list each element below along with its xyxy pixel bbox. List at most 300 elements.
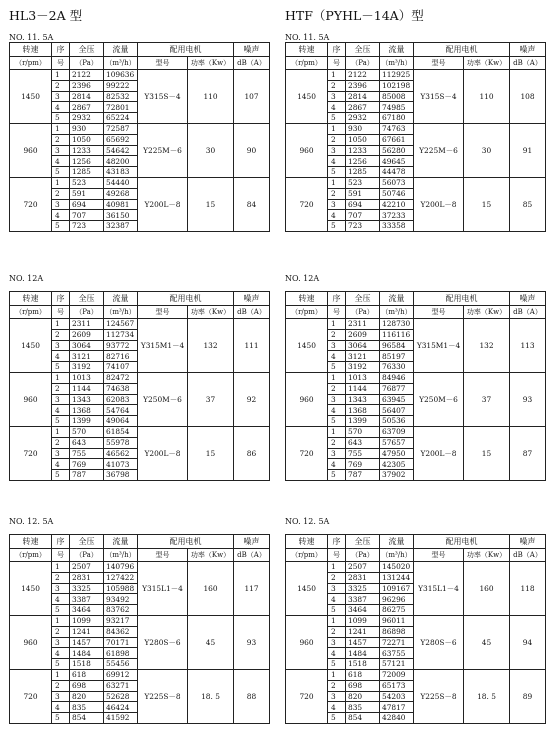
flow-cell: 85197 xyxy=(380,351,414,362)
flow-cell: 145020 xyxy=(380,562,414,573)
unit-noise: dB（A） xyxy=(510,57,546,70)
seq-cell: 1 xyxy=(52,562,70,573)
flow-cell: 86275 xyxy=(380,605,414,616)
pressure-cell: 1013 xyxy=(70,372,104,383)
seq-cell: 3 xyxy=(328,637,346,648)
flow-cell: 63709 xyxy=(380,426,414,437)
flow-cell: 63945 xyxy=(380,394,414,405)
seq-cell: 5 xyxy=(328,221,346,232)
seq-cell: 5 xyxy=(52,659,70,670)
pressure-cell: 2814 xyxy=(70,91,104,102)
header-pressure: 全压 xyxy=(70,292,104,306)
table-row xyxy=(286,123,546,134)
header-power: 功率（Kw） xyxy=(464,306,510,319)
seq-cell: 5 xyxy=(328,113,346,124)
seq-cell: 3 xyxy=(328,691,346,702)
unit-noise: dB（A） xyxy=(510,549,546,562)
pressure-cell: 1399 xyxy=(346,416,380,427)
seq-cell: 3 xyxy=(328,145,346,156)
flow-cell: 124567 xyxy=(104,319,138,330)
seq-cell: 5 xyxy=(328,470,346,481)
header-model: 型号 xyxy=(138,306,188,319)
header-power: 功率（Kw） xyxy=(188,306,234,319)
pressure-cell: 1256 xyxy=(346,156,380,167)
seq-cell: 4 xyxy=(328,405,346,416)
noise-cell: 90 xyxy=(234,123,270,177)
pressure-cell: 2609 xyxy=(70,329,104,340)
pressure-cell: 3464 xyxy=(70,605,104,616)
flow-cell: 54440 xyxy=(104,177,138,188)
motor-power-cell: 18. 5 xyxy=(188,669,234,723)
flow-cell: 62083 xyxy=(104,394,138,405)
unit-flow: （m³/h） xyxy=(104,549,138,562)
pressure-cell: 3325 xyxy=(70,583,104,594)
pressure-cell: 707 xyxy=(346,210,380,221)
seq-cell: 2 xyxy=(328,134,346,145)
seq-cell: 4 xyxy=(328,351,346,362)
header-model: 型号 xyxy=(414,549,464,562)
flow-cell: 96584 xyxy=(380,340,414,351)
noise-cell: 93 xyxy=(234,615,270,669)
header-row xyxy=(286,43,546,57)
pressure-cell: 1518 xyxy=(346,659,380,670)
header-flow: 流量 xyxy=(104,43,138,57)
motor-power-cell: 18. 5 xyxy=(464,669,510,723)
seq-cell: 1 xyxy=(328,123,346,134)
flow-cell: 49268 xyxy=(104,188,138,199)
flow-cell: 57657 xyxy=(380,437,414,448)
seq-cell: 1 xyxy=(328,372,346,383)
pressure-cell: 1233 xyxy=(346,145,380,156)
speed-cell: 960 xyxy=(10,123,52,177)
header-model: 型号 xyxy=(414,57,464,70)
speed-cell: 960 xyxy=(10,615,52,669)
flow-cell: 42840 xyxy=(380,713,414,724)
motor-model-cell: Y280S－6 xyxy=(138,615,188,669)
header-seq: 序 xyxy=(328,292,346,306)
seq-cell: 1 xyxy=(328,669,346,680)
seq-cell: 1 xyxy=(328,615,346,626)
motor-power-cell: 15 xyxy=(464,177,510,231)
seq-cell: 5 xyxy=(328,659,346,670)
pressure-cell: 523 xyxy=(70,177,104,188)
pressure-cell: 523 xyxy=(346,177,380,188)
seq-cell: 2 xyxy=(52,383,70,394)
flow-cell: 116116 xyxy=(380,329,414,340)
pressure-cell: 1285 xyxy=(346,167,380,178)
header-units-row xyxy=(10,549,270,562)
flow-cell: 112734 xyxy=(104,329,138,340)
pressure-cell: 723 xyxy=(346,221,380,232)
seq-cell: 2 xyxy=(52,680,70,691)
noise-cell: 92 xyxy=(234,372,270,426)
noise-cell: 93 xyxy=(510,372,546,426)
flow-cell: 83762 xyxy=(104,605,138,616)
pressure-cell: 3121 xyxy=(70,351,104,362)
pressure-cell: 1484 xyxy=(346,648,380,659)
header-motor: 配用电机 xyxy=(138,292,234,306)
header-units-row xyxy=(10,57,270,70)
flow-cell: 93492 xyxy=(104,594,138,605)
unit-pressure: （Pa） xyxy=(346,549,380,562)
header-seq: 序 xyxy=(328,535,346,549)
seq-cell: 5 xyxy=(328,167,346,178)
pressure-cell: 1457 xyxy=(70,637,104,648)
motor-model-cell: Y200L－8 xyxy=(138,177,188,231)
flow-cell: 32387 xyxy=(104,221,138,232)
seq-cell: 2 xyxy=(52,572,70,583)
flow-cell: 55978 xyxy=(104,437,138,448)
seq-cell: 3 xyxy=(52,448,70,459)
speed-cell: 720 xyxy=(286,177,328,231)
seq-cell: 3 xyxy=(52,691,70,702)
header-units-row xyxy=(10,306,270,319)
flow-cell: 37902 xyxy=(380,470,414,481)
header-pressure: 全压 xyxy=(70,535,104,549)
pressure-cell: 570 xyxy=(70,426,104,437)
speed-cell: 960 xyxy=(10,372,52,426)
pressure-cell: 2507 xyxy=(346,562,380,573)
pressure-cell: 1368 xyxy=(346,405,380,416)
table-title: HTF（PYHL－14A）型 xyxy=(285,8,424,23)
seq-cell: 1 xyxy=(52,669,70,680)
pressure-cell: 787 xyxy=(70,470,104,481)
unit-speed: （r/pm） xyxy=(10,57,52,70)
flow-cell: 74638 xyxy=(104,383,138,394)
table-row xyxy=(10,372,270,383)
pressure-cell: 3192 xyxy=(346,362,380,373)
flow-cell: 37233 xyxy=(380,210,414,221)
table-row xyxy=(10,123,270,134)
table-row xyxy=(286,615,546,626)
pressure-cell: 1099 xyxy=(70,615,104,626)
pressure-cell: 930 xyxy=(346,123,380,134)
header-noise: 噪声 xyxy=(510,43,546,57)
flow-cell: 105988 xyxy=(104,583,138,594)
speed-cell: 1450 xyxy=(10,70,52,124)
pressure-cell: 723 xyxy=(70,221,104,232)
pressure-cell: 570 xyxy=(346,426,380,437)
pressure-cell: 3192 xyxy=(70,362,104,373)
flow-cell: 44478 xyxy=(380,167,414,178)
flow-cell: 127422 xyxy=(104,572,138,583)
flow-cell: 46562 xyxy=(104,448,138,459)
seq-cell: 4 xyxy=(52,210,70,221)
flow-cell: 36150 xyxy=(104,210,138,221)
pressure-cell: 1241 xyxy=(346,626,380,637)
flow-cell: 41073 xyxy=(104,459,138,470)
unit-pressure: （Pa） xyxy=(70,549,104,562)
pressure-cell: 1013 xyxy=(346,372,380,383)
motor-model-cell: Y225S－8 xyxy=(414,669,464,723)
table-row xyxy=(10,319,270,330)
speed-cell: 1450 xyxy=(286,562,328,616)
table-row xyxy=(286,319,546,330)
motor-model-cell: Y250M－6 xyxy=(138,372,188,426)
motor-model-cell: Y200L－8 xyxy=(414,426,464,480)
flow-cell: 82472 xyxy=(104,372,138,383)
motor-model-cell: Y315L1－4 xyxy=(414,562,464,616)
header-noise: 噪声 xyxy=(234,43,270,57)
pressure-cell: 2867 xyxy=(70,102,104,113)
motor-model-cell: Y315M1－4 xyxy=(414,319,464,373)
flow-cell: 54642 xyxy=(104,145,138,156)
unit-pressure: （Pa） xyxy=(346,306,380,319)
motor-power-cell: 15 xyxy=(464,426,510,480)
seq-cell: 4 xyxy=(328,156,346,167)
motor-model-cell: Y225M－6 xyxy=(138,123,188,177)
seq-cell: 2 xyxy=(328,626,346,637)
unit-flow: （m³/h） xyxy=(104,57,138,70)
seq-cell: 3 xyxy=(52,637,70,648)
motor-power-cell: 160 xyxy=(188,562,234,616)
pressure-cell: 755 xyxy=(70,448,104,459)
section-label: NO. 11. 5A xyxy=(9,33,54,42)
seq-cell: 1 xyxy=(52,372,70,383)
noise-cell: 87 xyxy=(510,426,546,480)
table-row xyxy=(10,426,270,437)
flow-cell: 50746 xyxy=(380,188,414,199)
flow-cell: 61854 xyxy=(104,426,138,437)
seq-cell: 5 xyxy=(52,362,70,373)
table-row xyxy=(286,70,546,81)
pressure-cell: 2932 xyxy=(70,113,104,124)
seq-cell: 4 xyxy=(52,702,70,713)
seq-cell: 4 xyxy=(328,648,346,659)
seq-cell: 4 xyxy=(52,351,70,362)
pressure-cell: 1484 xyxy=(70,648,104,659)
speed-cell: 1450 xyxy=(286,319,328,373)
seq-cell: 1 xyxy=(328,319,346,330)
header-flow: 流量 xyxy=(104,292,138,306)
seq-cell: 2 xyxy=(52,188,70,199)
section-label: NO. 12. 5A xyxy=(285,517,330,526)
pressure-cell: 2867 xyxy=(346,102,380,113)
speed-cell: 1450 xyxy=(10,562,52,616)
pressure-cell: 2122 xyxy=(70,70,104,81)
pressure-cell: 2507 xyxy=(70,562,104,573)
pressure-cell: 1050 xyxy=(346,134,380,145)
pressure-cell: 1368 xyxy=(70,405,104,416)
seq-cell: 3 xyxy=(328,199,346,210)
seq-cell: 3 xyxy=(328,448,346,459)
speed-cell: 960 xyxy=(286,372,328,426)
unit-speed: （r/pm） xyxy=(10,549,52,562)
flow-cell: 140796 xyxy=(104,562,138,573)
seq-cell: 3 xyxy=(52,91,70,102)
pressure-cell: 1144 xyxy=(70,383,104,394)
seq-cell: 1 xyxy=(328,426,346,437)
pressure-cell: 854 xyxy=(346,713,380,724)
header-units-row xyxy=(286,306,546,319)
unit-flow: （m³/h） xyxy=(104,306,138,319)
seq-cell: 3 xyxy=(328,340,346,351)
pressure-cell: 2831 xyxy=(346,572,380,583)
motor-power-cell: 132 xyxy=(464,319,510,373)
noise-cell: 113 xyxy=(510,319,546,373)
section-label: NO. 12A xyxy=(285,274,320,283)
seq-cell: 4 xyxy=(52,594,70,605)
flow-cell: 67661 xyxy=(380,134,414,145)
unit-noise: dB（A） xyxy=(510,306,546,319)
flow-cell: 57121 xyxy=(380,659,414,670)
pressure-cell: 2814 xyxy=(346,91,380,102)
seq-cell: 2 xyxy=(52,80,70,91)
unit-pressure: （Pa） xyxy=(346,57,380,70)
unit-flow: （m³/h） xyxy=(380,549,414,562)
seq-cell: 2 xyxy=(52,626,70,637)
pressure-cell: 3464 xyxy=(346,605,380,616)
noise-cell: 111 xyxy=(234,319,270,373)
fan-spec-table xyxy=(9,291,270,481)
table-row xyxy=(10,615,270,626)
seq-cell: 1 xyxy=(328,562,346,573)
flow-cell: 54203 xyxy=(380,691,414,702)
flow-cell: 82716 xyxy=(104,351,138,362)
header-row xyxy=(286,535,546,549)
flow-cell: 55456 xyxy=(104,659,138,670)
noise-cell: 89 xyxy=(510,669,546,723)
motor-model-cell: Y280S－6 xyxy=(414,615,464,669)
header-flow: 流量 xyxy=(380,43,414,57)
flow-cell: 61898 xyxy=(104,648,138,659)
flow-cell: 41592 xyxy=(104,713,138,724)
seq-cell: 3 xyxy=(328,91,346,102)
flow-cell: 65224 xyxy=(104,113,138,124)
fan-spec-table xyxy=(9,42,270,232)
header-noise: 噪声 xyxy=(234,292,270,306)
pressure-cell: 769 xyxy=(346,459,380,470)
seq-cell: 5 xyxy=(52,167,70,178)
flow-cell: 72587 xyxy=(104,123,138,134)
motor-model-cell: Y315L1－4 xyxy=(138,562,188,616)
seq-cell: 3 xyxy=(328,583,346,594)
table-row xyxy=(286,426,546,437)
header-power: 功率（Kw） xyxy=(188,549,234,562)
flow-cell: 49064 xyxy=(104,416,138,427)
pressure-cell: 755 xyxy=(346,448,380,459)
pressure-cell: 787 xyxy=(346,470,380,481)
seq-cell: 2 xyxy=(328,437,346,448)
flow-cell: 33358 xyxy=(380,221,414,232)
flow-cell: 131244 xyxy=(380,572,414,583)
unit-seq: 号 xyxy=(52,57,70,70)
flow-cell: 93772 xyxy=(104,340,138,351)
flow-cell: 76877 xyxy=(380,383,414,394)
header-row xyxy=(10,292,270,306)
seq-cell: 3 xyxy=(52,145,70,156)
header-speed: 转速 xyxy=(286,43,328,57)
header-units-row xyxy=(286,57,546,70)
seq-cell: 3 xyxy=(52,199,70,210)
motor-power-cell: 110 xyxy=(464,70,510,124)
flow-cell: 42305 xyxy=(380,459,414,470)
seq-cell: 4 xyxy=(52,102,70,113)
motor-power-cell: 110 xyxy=(188,70,234,124)
header-model: 型号 xyxy=(414,306,464,319)
header-speed: 转速 xyxy=(10,43,52,57)
pressure-cell: 930 xyxy=(70,123,104,134)
flow-cell: 36798 xyxy=(104,470,138,481)
speed-cell: 960 xyxy=(286,123,328,177)
header-noise: 噪声 xyxy=(510,535,546,549)
motor-power-cell: 15 xyxy=(188,426,234,480)
pressure-cell: 694 xyxy=(70,199,104,210)
pressure-cell: 2932 xyxy=(346,113,380,124)
pressure-cell: 2609 xyxy=(346,329,380,340)
unit-seq: 号 xyxy=(328,306,346,319)
speed-cell: 1450 xyxy=(286,70,328,124)
motor-model-cell: Y315M1－4 xyxy=(138,319,188,373)
table-row xyxy=(286,562,546,573)
flow-cell: 84946 xyxy=(380,372,414,383)
flow-cell: 65692 xyxy=(104,134,138,145)
header-motor: 配用电机 xyxy=(138,43,234,57)
seq-cell: 4 xyxy=(52,459,70,470)
flow-cell: 85008 xyxy=(380,91,414,102)
pressure-cell: 1099 xyxy=(346,615,380,626)
pressure-cell: 835 xyxy=(346,702,380,713)
speed-cell: 720 xyxy=(286,669,328,723)
flow-cell: 74763 xyxy=(380,123,414,134)
flow-cell: 84362 xyxy=(104,626,138,637)
flow-cell: 40981 xyxy=(104,199,138,210)
seq-cell: 2 xyxy=(52,437,70,448)
pressure-cell: 835 xyxy=(70,702,104,713)
header-motor: 配用电机 xyxy=(414,292,510,306)
flow-cell: 54764 xyxy=(104,405,138,416)
flow-cell: 63271 xyxy=(104,680,138,691)
flow-cell: 47950 xyxy=(380,448,414,459)
table-title: HL3－2A 型 xyxy=(9,8,83,23)
seq-cell: 2 xyxy=(52,329,70,340)
pressure-cell: 769 xyxy=(70,459,104,470)
seq-cell: 5 xyxy=(328,362,346,373)
speed-cell: 720 xyxy=(10,177,52,231)
seq-cell: 2 xyxy=(328,383,346,394)
header-row xyxy=(10,43,270,57)
header-noise: 噪声 xyxy=(510,292,546,306)
seq-cell: 2 xyxy=(328,80,346,91)
seq-cell: 1 xyxy=(52,70,70,81)
pressure-cell: 1457 xyxy=(346,637,380,648)
unit-speed: （r/pm） xyxy=(286,57,328,70)
flow-cell: 96296 xyxy=(380,594,414,605)
noise-cell: 84 xyxy=(234,177,270,231)
pressure-cell: 3325 xyxy=(346,583,380,594)
unit-flow: （m³/h） xyxy=(380,57,414,70)
table-row xyxy=(286,177,546,188)
header-flow: 流量 xyxy=(104,535,138,549)
header-model: 型号 xyxy=(138,57,188,70)
seq-cell: 1 xyxy=(52,123,70,134)
speed-cell: 720 xyxy=(10,426,52,480)
pressure-cell: 1399 xyxy=(70,416,104,427)
pressure-cell: 618 xyxy=(70,669,104,680)
pressure-cell: 1241 xyxy=(70,626,104,637)
noise-cell: 86 xyxy=(234,426,270,480)
noise-cell: 118 xyxy=(510,562,546,616)
pressure-cell: 1256 xyxy=(70,156,104,167)
seq-cell: 1 xyxy=(328,70,346,81)
flow-cell: 63755 xyxy=(380,648,414,659)
header-seq: 序 xyxy=(52,43,70,57)
seq-cell: 3 xyxy=(52,583,70,594)
flow-cell: 49645 xyxy=(380,156,414,167)
table-row xyxy=(286,669,546,680)
header-pressure: 全压 xyxy=(346,43,380,57)
flow-cell: 74107 xyxy=(104,362,138,373)
